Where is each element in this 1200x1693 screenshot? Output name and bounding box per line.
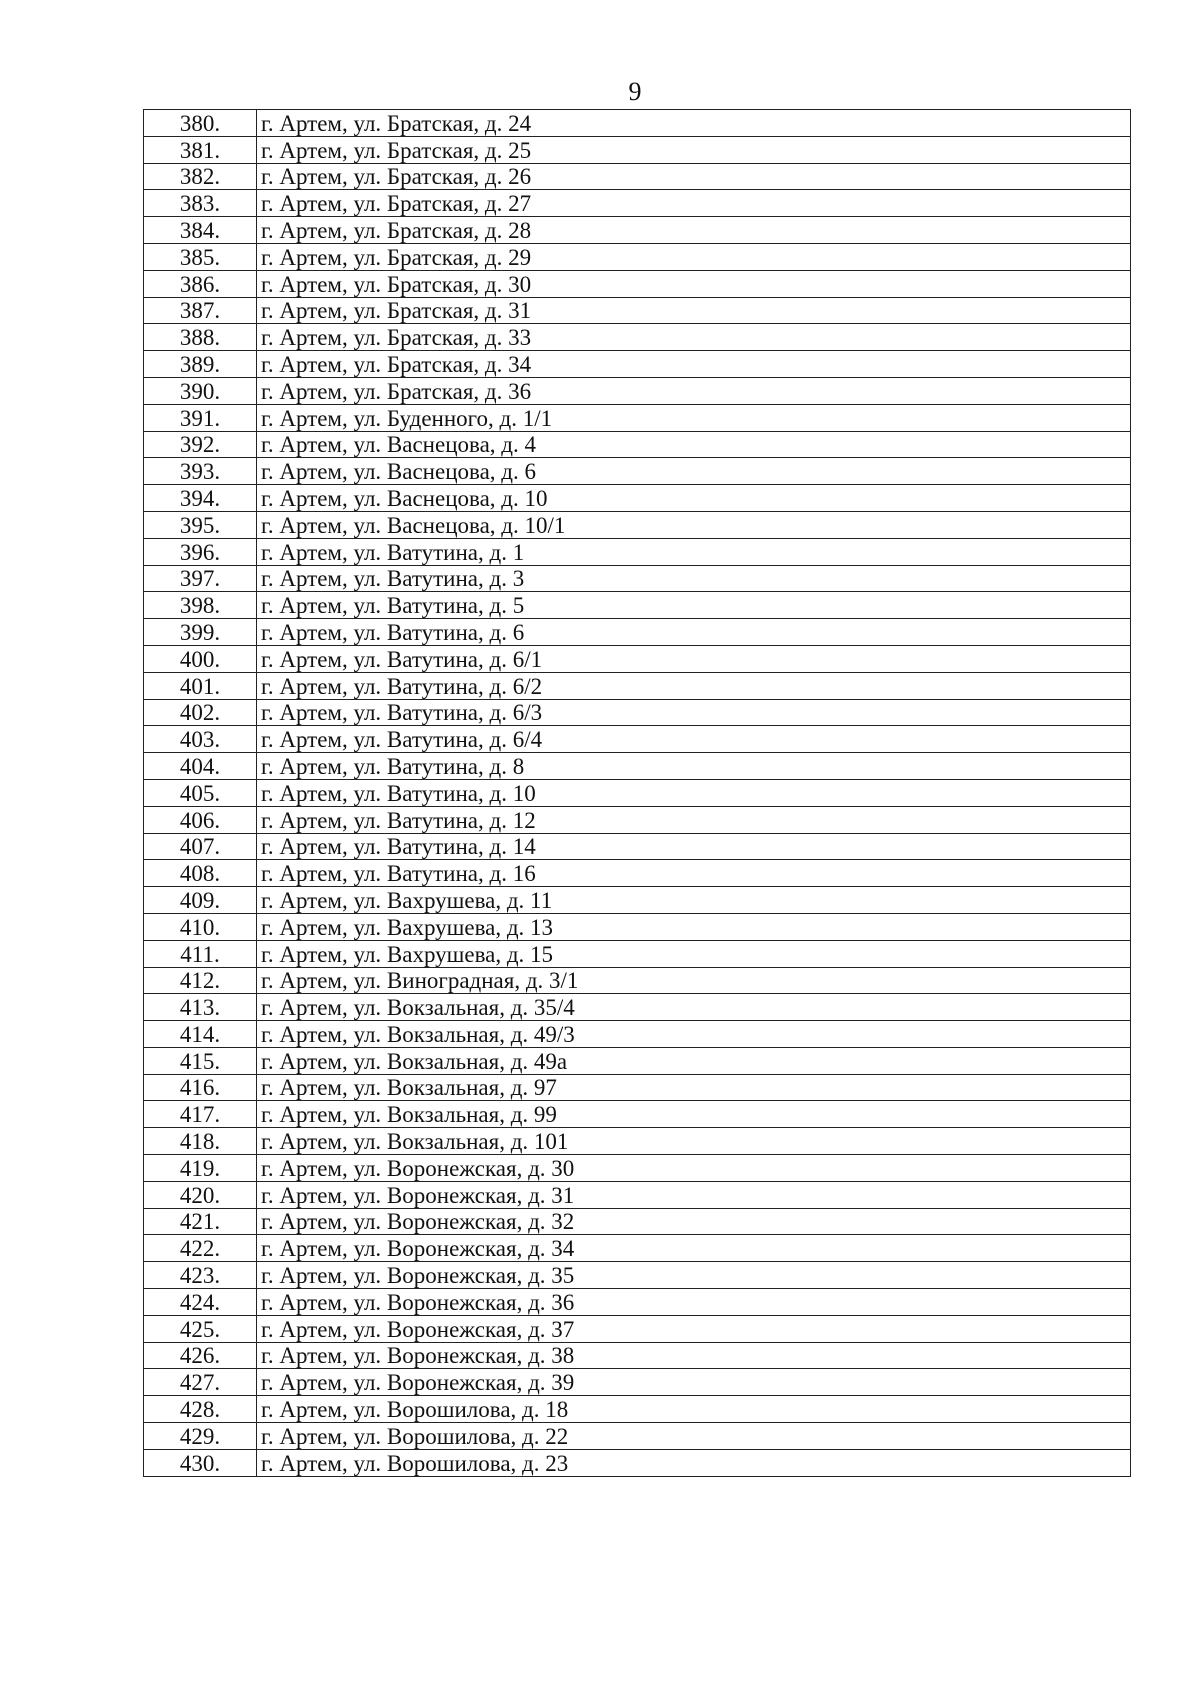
row-number: 385. — [144, 243, 257, 270]
row-number: 425. — [144, 1315, 257, 1342]
row-address: г. Артем, ул. Братская, д. 31 — [257, 297, 1131, 324]
table-row — [144, 1181, 1131, 1208]
row-number: 400. — [144, 645, 257, 672]
row-number: 409. — [144, 887, 257, 914]
row-address: г. Артем, ул. Братская, д. 33 — [257, 324, 1131, 351]
row-number: 398. — [144, 592, 257, 619]
row-number: 397. — [144, 565, 257, 592]
row-address: г. Артем, ул. Ватутина, д. 6/1 — [257, 645, 1131, 672]
row-address: г. Артем, ул. Братская, д. 36 — [257, 377, 1131, 404]
row-number: 391. — [144, 404, 257, 431]
row-address: г. Артем, ул. Вокзальная, д. 97 — [257, 1074, 1131, 1101]
table-row — [144, 1262, 1131, 1289]
row-address: г. Артем, ул. Братская, д. 34 — [257, 351, 1131, 378]
row-address: г. Артем, ул. Ватутина, д. 6 — [257, 619, 1131, 646]
table-row — [144, 1235, 1131, 1262]
row-number: 412. — [144, 967, 257, 994]
row-number: 422. — [144, 1235, 257, 1262]
table-row — [144, 1101, 1131, 1128]
row-address: г. Артем, ул. Братская, д. 26 — [257, 163, 1131, 190]
table-row — [144, 967, 1131, 994]
row-number: 416. — [144, 1074, 257, 1101]
row-number: 381. — [144, 136, 257, 163]
row-address: г. Артем, ул. Ватутина, д. 6/3 — [257, 699, 1131, 726]
row-address: г. Артем, ул. Братская, д. 27 — [257, 190, 1131, 217]
row-address: г. Артем, ул. Ватутина, д. 8 — [257, 753, 1131, 780]
row-number: 383. — [144, 190, 257, 217]
row-number: 418. — [144, 1128, 257, 1155]
table-row — [144, 645, 1131, 672]
table-row — [144, 243, 1131, 270]
row-address: г. Артем, ул. Ватутина, д. 12 — [257, 806, 1131, 833]
row-address: г. Артем, ул. Воронежская, д. 32 — [257, 1208, 1131, 1235]
table-row — [144, 1315, 1131, 1342]
row-address: г. Артем, ул. Братская, д. 28 — [257, 217, 1131, 244]
row-address: г. Артем, ул. Воронежская, д. 38 — [257, 1342, 1131, 1369]
table-row — [144, 940, 1131, 967]
table-row — [144, 860, 1131, 887]
table-row — [144, 806, 1131, 833]
row-address: г. Артем, ул. Васнецова, д. 10 — [257, 485, 1131, 512]
row-address: г. Артем, ул. Братская, д. 24 — [257, 110, 1131, 137]
table-row — [144, 1289, 1131, 1316]
row-address: г. Артем, ул. Воронежская, д. 36 — [257, 1289, 1131, 1316]
row-number: 404. — [144, 753, 257, 780]
row-address: г. Артем, ул. Вахрушева, д. 11 — [257, 887, 1131, 914]
table-row — [144, 565, 1131, 592]
row-number: 396. — [144, 538, 257, 565]
row-address: г. Артем, ул. Воронежская, д. 35 — [257, 1262, 1131, 1289]
table-row — [144, 753, 1131, 780]
row-address: г. Артем, ул. Ватутина, д. 6/2 — [257, 672, 1131, 699]
table-row — [144, 1423, 1131, 1450]
row-number: 382. — [144, 163, 257, 190]
table-row — [144, 913, 1131, 940]
table-row — [144, 270, 1131, 297]
table-row — [144, 619, 1131, 646]
row-number: 424. — [144, 1289, 257, 1316]
row-address: г. Артем, ул. Вокзальная, д. 49а — [257, 1047, 1131, 1074]
row-number: 388. — [144, 324, 257, 351]
row-number: 413. — [144, 994, 257, 1021]
row-number: 415. — [144, 1047, 257, 1074]
table-row — [144, 833, 1131, 860]
row-number: 420. — [144, 1181, 257, 1208]
row-number: 380. — [144, 110, 257, 137]
table-row — [144, 994, 1131, 1021]
row-number: 401. — [144, 672, 257, 699]
row-number: 408. — [144, 860, 257, 887]
row-address: г. Артем, ул. Ватутина, д. 3 — [257, 565, 1131, 592]
row-number: 410. — [144, 913, 257, 940]
row-number: 430. — [144, 1449, 257, 1476]
table-row — [144, 297, 1131, 324]
row-address: г. Артем, ул. Вахрушева, д. 13 — [257, 913, 1131, 940]
row-address: г. Артем, ул. Вахрушева, д. 15 — [257, 940, 1131, 967]
table-row — [144, 699, 1131, 726]
page-number: 9 — [628, 77, 642, 106]
row-number: 407. — [144, 833, 257, 860]
row-address: г. Артем, ул. Вокзальная, д. 101 — [257, 1128, 1131, 1155]
row-address: г. Артем, ул. Воронежская, д. 31 — [257, 1181, 1131, 1208]
row-number: 417. — [144, 1101, 257, 1128]
table-row — [144, 672, 1131, 699]
row-address: г. Артем, ул. Васнецова, д. 6 — [257, 458, 1131, 485]
row-number: 403. — [144, 726, 257, 753]
row-address: г. Артем, ул. Ватутина, д. 1 — [257, 538, 1131, 565]
row-address: г. Артем, ул. Ватутина, д. 5 — [257, 592, 1131, 619]
row-address: г. Артем, ул. Виноградная, д. 3/1 — [257, 967, 1131, 994]
row-number: 421. — [144, 1208, 257, 1235]
table-row — [144, 351, 1131, 378]
table-row — [144, 404, 1131, 431]
row-address: г. Артем, ул. Вокзальная, д. 99 — [257, 1101, 1131, 1128]
row-address: г. Артем, ул. Братская, д. 29 — [257, 243, 1131, 270]
row-address: г. Артем, ул. Ватутина, д. 14 — [257, 833, 1131, 860]
row-address: г. Артем, ул. Буденного, д. 1/1 — [257, 404, 1131, 431]
table-row — [144, 324, 1131, 351]
row-number: 419. — [144, 1155, 257, 1182]
row-number: 387. — [144, 297, 257, 324]
table-row — [144, 1074, 1131, 1101]
row-number: 426. — [144, 1342, 257, 1369]
row-number: 393. — [144, 458, 257, 485]
row-address: г. Артем, ул. Ватутина, д. 6/4 — [257, 726, 1131, 753]
row-number: 399. — [144, 619, 257, 646]
table-row — [144, 1449, 1131, 1476]
row-number: 394. — [144, 485, 257, 512]
row-number: 405. — [144, 779, 257, 806]
row-address: г. Артем, ул. Воронежская, д. 34 — [257, 1235, 1131, 1262]
row-address: г. Артем, ул. Ватутина, д. 16 — [257, 860, 1131, 887]
table-row — [144, 1369, 1131, 1396]
table-row — [144, 458, 1131, 485]
row-number: 390. — [144, 377, 257, 404]
row-number: 423. — [144, 1262, 257, 1289]
row-number: 395. — [144, 511, 257, 538]
row-number: 389. — [144, 351, 257, 378]
table-row — [144, 887, 1131, 914]
table-row — [144, 110, 1131, 137]
table-row — [144, 190, 1131, 217]
table-row — [144, 136, 1131, 163]
table-row — [144, 1342, 1131, 1369]
table-row — [144, 1047, 1131, 1074]
table-row — [144, 485, 1131, 512]
row-address: г. Артем, ул. Воронежская, д. 30 — [257, 1155, 1131, 1182]
table-row — [144, 163, 1131, 190]
row-number: 414. — [144, 1021, 257, 1048]
row-number: 406. — [144, 806, 257, 833]
row-address: г. Артем, ул. Воронежская, д. 39 — [257, 1369, 1131, 1396]
row-address: г. Артем, ул. Ворошилова, д. 18 — [257, 1396, 1131, 1423]
row-number: 392. — [144, 431, 257, 458]
table-row — [144, 1021, 1131, 1048]
row-address: г. Артем, ул. Ватутина, д. 10 — [257, 779, 1131, 806]
row-address: г. Артем, ул. Братская, д. 25 — [257, 136, 1131, 163]
row-address: г. Артем, ул. Васнецова, д. 4 — [257, 431, 1131, 458]
table-row — [144, 1208, 1131, 1235]
table-row — [144, 1396, 1131, 1423]
table-row — [144, 377, 1131, 404]
row-number: 384. — [144, 217, 257, 244]
address-table — [143, 109, 1131, 1477]
table-row — [144, 431, 1131, 458]
row-address: г. Артем, ул. Ворошилова, д. 23 — [257, 1449, 1131, 1476]
address-table-body — [144, 110, 1131, 1477]
row-number: 402. — [144, 699, 257, 726]
table-row — [144, 1128, 1131, 1155]
row-number: 411. — [144, 940, 257, 967]
row-number: 429. — [144, 1423, 257, 1450]
row-address: г. Артем, ул. Вокзальная, д. 49/3 — [257, 1021, 1131, 1048]
table-row — [144, 538, 1131, 565]
row-address: г. Артем, ул. Ворошилова, д. 22 — [257, 1423, 1131, 1450]
table-row — [144, 511, 1131, 538]
row-number: 427. — [144, 1369, 257, 1396]
row-address: г. Артем, ул. Вокзальная, д. 35/4 — [257, 994, 1131, 1021]
row-number: 386. — [144, 270, 257, 297]
row-address: г. Артем, ул. Братская, д. 30 — [257, 270, 1131, 297]
table-row — [144, 779, 1131, 806]
row-address: г. Артем, ул. Васнецова, д. 10/1 — [257, 511, 1131, 538]
table-row — [144, 1155, 1131, 1182]
table-row — [144, 217, 1131, 244]
table-row — [144, 592, 1131, 619]
table-row — [144, 726, 1131, 753]
row-address: г. Артем, ул. Воронежская, д. 37 — [257, 1315, 1131, 1342]
row-number: 428. — [144, 1396, 257, 1423]
